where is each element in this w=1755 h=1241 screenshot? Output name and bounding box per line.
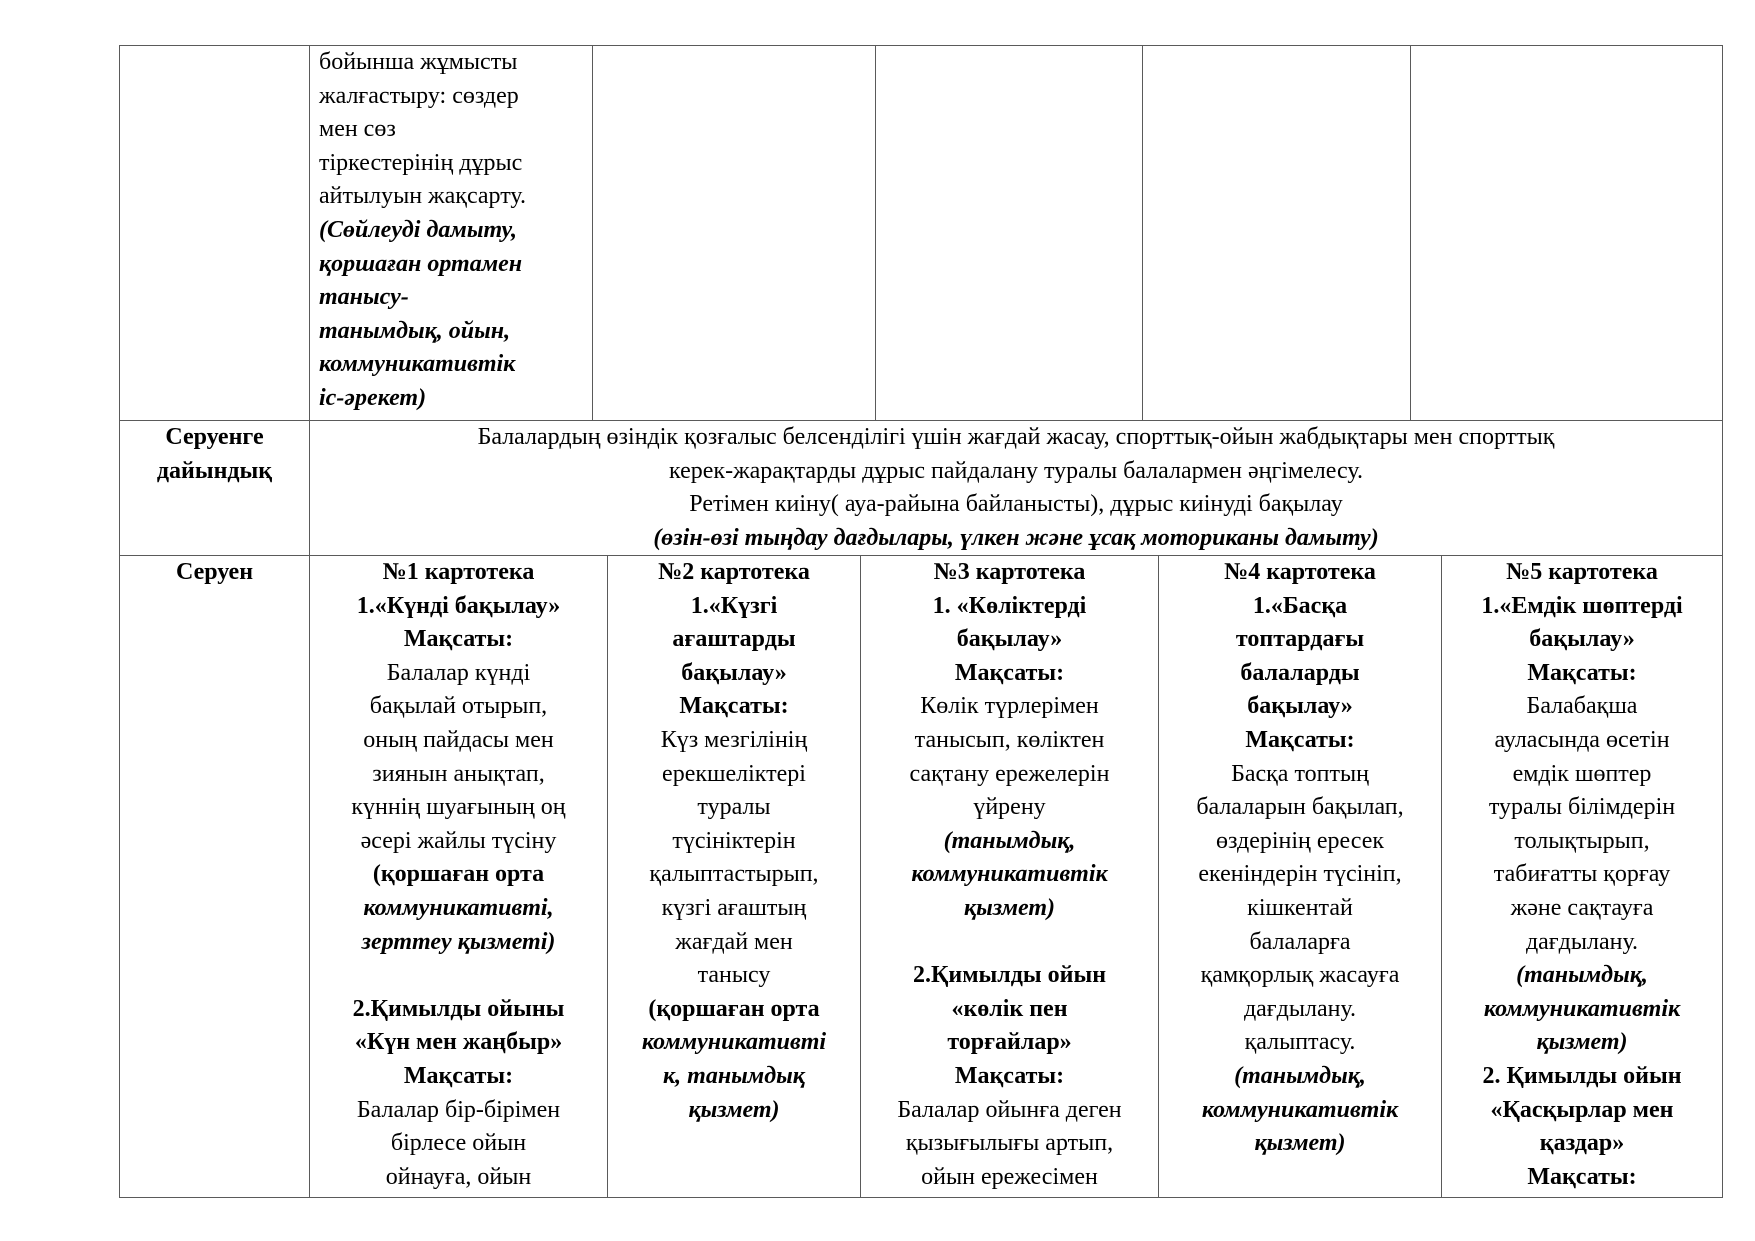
text-line: к, танымдық: [663, 1062, 805, 1089]
text-line: балаларын бақылап,: [1196, 794, 1404, 821]
text-line: коммуникативтік: [319, 351, 516, 378]
row3-col-1: [309, 555, 607, 1198]
row1-label-cell: [119, 45, 309, 420]
text-line: 1. «Көліктерді: [932, 592, 1087, 619]
text-line: түсініктерін: [672, 827, 796, 854]
text-line: (танымдық,: [1516, 962, 1648, 989]
text-line: №4 картотека: [1224, 559, 1376, 585]
text-line: қаздар»: [1539, 1130, 1625, 1157]
row1-content-cell: [309, 45, 592, 420]
text-line: (Сөйлеуді дамыту,: [319, 216, 517, 243]
text-line: Балалардың өзіндік қозғалыс белсенділігі үшін жағдай жасау, спорттық-ойын жабдықтары мен спорттық: [477, 424, 1555, 450]
text-line: күзгі ағаштың: [661, 894, 807, 921]
card-1-text: [310, 556, 607, 1194]
text-line: өздерінің ересек: [1215, 827, 1385, 854]
text-line: Көлік түрлерімен: [920, 693, 1099, 720]
text-line: Мақсаты:: [1245, 726, 1355, 753]
text-line: қызмет): [688, 1096, 780, 1123]
text-line: ойнауға, ойын: [385, 1163, 532, 1190]
text-line: бақылай отырып,: [369, 693, 548, 720]
text-line: балаларға: [1249, 928, 1351, 955]
text-line: 2.Қимылды ойыны: [352, 995, 565, 1022]
text-line: емдік шөптер: [1512, 760, 1652, 787]
text-line: 1.«Емдік шөптерді: [1481, 592, 1683, 619]
text-line: қызығылығы артып,: [905, 1130, 1114, 1157]
card-4-text: [1159, 556, 1441, 1161]
text-line: (қоршаған орта: [372, 861, 545, 888]
text-line: қызмет): [1254, 1130, 1346, 1157]
text-line: (қоршаған орта: [648, 995, 820, 1022]
text-line: 1.«Күзгі: [690, 592, 778, 619]
text-line: [861, 926, 1158, 960]
text-line: танымдық, ойын,: [319, 317, 511, 344]
text-line: торғайлар»: [947, 1029, 1072, 1056]
row2-text: [310, 421, 1722, 555]
text-line: [310, 959, 607, 993]
text-line: зиянын анықтап,: [372, 760, 545, 787]
text-line: Балалар күнді: [386, 659, 531, 686]
text-line: дағдылану.: [1243, 995, 1357, 1022]
text-line: №3 картотека: [933, 559, 1086, 585]
text-line: бақылау»: [1247, 693, 1353, 720]
text-line: қызмет): [1536, 1029, 1628, 1056]
text-line: мен сөз: [319, 116, 396, 143]
text-line: №2 картотека: [658, 559, 810, 585]
text-line: ағаштарды: [672, 626, 796, 653]
row2-label-cell: [119, 420, 309, 555]
text-line: №5 картотека: [1506, 559, 1658, 585]
text-line: балаларды: [1240, 659, 1360, 686]
text-line: жағдай мен: [675, 928, 793, 955]
text-line: Мақсаты:: [403, 1062, 514, 1089]
text-line: сақтану ережелерін: [909, 760, 1110, 787]
text-line: және сақтауға: [1510, 894, 1654, 921]
text-line: оның пайдасы мен: [363, 726, 554, 753]
text-line: Мақсаты:: [954, 1062, 1065, 1089]
text-line: дағдылану.: [1525, 928, 1639, 955]
text-line: ауласында өсетін: [1494, 726, 1670, 753]
text-line: бақылау»: [956, 626, 1063, 653]
text-line: танысу-: [319, 284, 409, 311]
text-line: Мақсаты:: [954, 659, 1065, 686]
text-line: коммуникативтік: [1483, 995, 1681, 1022]
row3-col-4: [1158, 555, 1441, 1198]
text-line: Балалар ойынға деген: [897, 1096, 1122, 1123]
text-line: бақылау»: [1529, 626, 1635, 653]
text-line: туралы білімдерін: [1488, 794, 1676, 821]
text-line: ерекшеліктері: [662, 760, 806, 787]
text-line: Балалар бір-бірімен: [356, 1096, 561, 1123]
text-line: Басқа топтың: [1231, 760, 1369, 787]
text-line: №1 картотека: [382, 559, 535, 585]
text-line: Күз мезгілінің: [660, 726, 808, 753]
row1-text: [319, 46, 592, 416]
text-line: бірлесе ойын: [390, 1130, 527, 1157]
text-line: топтардағы: [1235, 626, 1365, 653]
card-2-text: [608, 556, 860, 1127]
card-3-text: [861, 556, 1158, 1194]
text-line: 2.Қимылды ойын: [912, 962, 1107, 989]
text-line: табиғатты қорғау: [1493, 861, 1671, 888]
row2-content-cell: [309, 420, 1723, 555]
text-line: Балабақша: [1526, 693, 1638, 720]
text-line: коммуникативтік: [911, 861, 1108, 888]
row1-empty-cell-5: [1142, 45, 1410, 420]
row1-empty-cell-3: [592, 45, 875, 420]
text-line: (өзін-өзі тыңдау дағдылары, үлкен және ұсақ моториканы дамыту): [653, 524, 1379, 551]
text-line: (танымдық,: [1234, 1062, 1366, 1089]
row2-label-line-1: Серуенге: [165, 424, 264, 450]
text-line: әсері жайлы түсіну: [360, 827, 557, 854]
card-5-text: [1442, 556, 1722, 1194]
row3-col-5: [1441, 555, 1723, 1198]
text-line: жалғастыру: сөздер: [319, 82, 519, 109]
text-line: коммуникативті,: [363, 894, 554, 921]
text-line: 2. Қимылды ойын: [1482, 1062, 1682, 1089]
text-line: күннің шуағының оң: [351, 794, 566, 821]
row3-label: Серуен: [175, 559, 254, 585]
text-line: «көлік пен: [951, 995, 1068, 1022]
text-line: коммуникативтік: [1201, 1096, 1399, 1123]
text-line: қамқорлық жасауға: [1200, 962, 1400, 989]
text-line: үйрену: [973, 794, 1046, 821]
text-line: танысу: [697, 962, 771, 989]
text-line: қалыптасу.: [1244, 1029, 1356, 1056]
text-line: қоршаған ортамен: [319, 250, 523, 277]
text-line: бойынша жұмысты: [319, 49, 518, 75]
text-line: тіркестерінің дұрыс: [319, 149, 523, 176]
text-line: коммуникативті: [641, 1029, 827, 1056]
row3-col-2: [607, 555, 860, 1198]
text-line: 1.«Күнді бақылау»: [356, 592, 561, 619]
text-line: (танымдық,: [943, 827, 1076, 854]
row1-empty-cell-6: [1410, 45, 1723, 420]
text-line: Мақсаты:: [403, 626, 514, 653]
text-line: ойын ережесімен: [921, 1163, 1098, 1190]
text-line: қалыптастырып,: [649, 861, 819, 888]
text-line: кішкентай: [1247, 894, 1353, 921]
text-line: Мақсаты:: [1527, 1163, 1637, 1190]
text-line: танысып, көліктен: [914, 726, 1105, 753]
text-line: екеніндерін түсініп,: [1198, 861, 1402, 888]
text-line: Мақсаты:: [1527, 659, 1637, 686]
text-line: «Қасқырлар мен: [1490, 1096, 1674, 1123]
row2-label-line-2: дайындық: [156, 457, 273, 484]
text-line: Ретімен киіну( ауа-райына байланысты), дұрыс киінуді бақылау: [689, 491, 1343, 518]
text-line: зерттеу қызметі): [361, 928, 556, 955]
text-line: керек-жарақтарды дұрыс пайдалану туралы балалармен әңгімелесу.: [669, 457, 1363, 484]
text-line: Мақсаты:: [679, 693, 789, 720]
text-line: 1.«Басқа: [1252, 592, 1348, 619]
text-line: туралы: [697, 794, 771, 821]
text-line: бақылау»: [681, 659, 787, 686]
text-line: айтылуын жақсарту.: [319, 183, 526, 210]
text-line: толықтырып,: [1514, 827, 1650, 854]
row3-label-cell: [119, 555, 309, 1198]
row1-empty-cell-4: [875, 45, 1142, 420]
text-line: қызмет): [963, 894, 1056, 921]
text-line: іс-әрекет): [319, 384, 427, 411]
row3-col-3: [860, 555, 1158, 1198]
text-line: «Күн мен жаңбыр»: [354, 1029, 563, 1056]
